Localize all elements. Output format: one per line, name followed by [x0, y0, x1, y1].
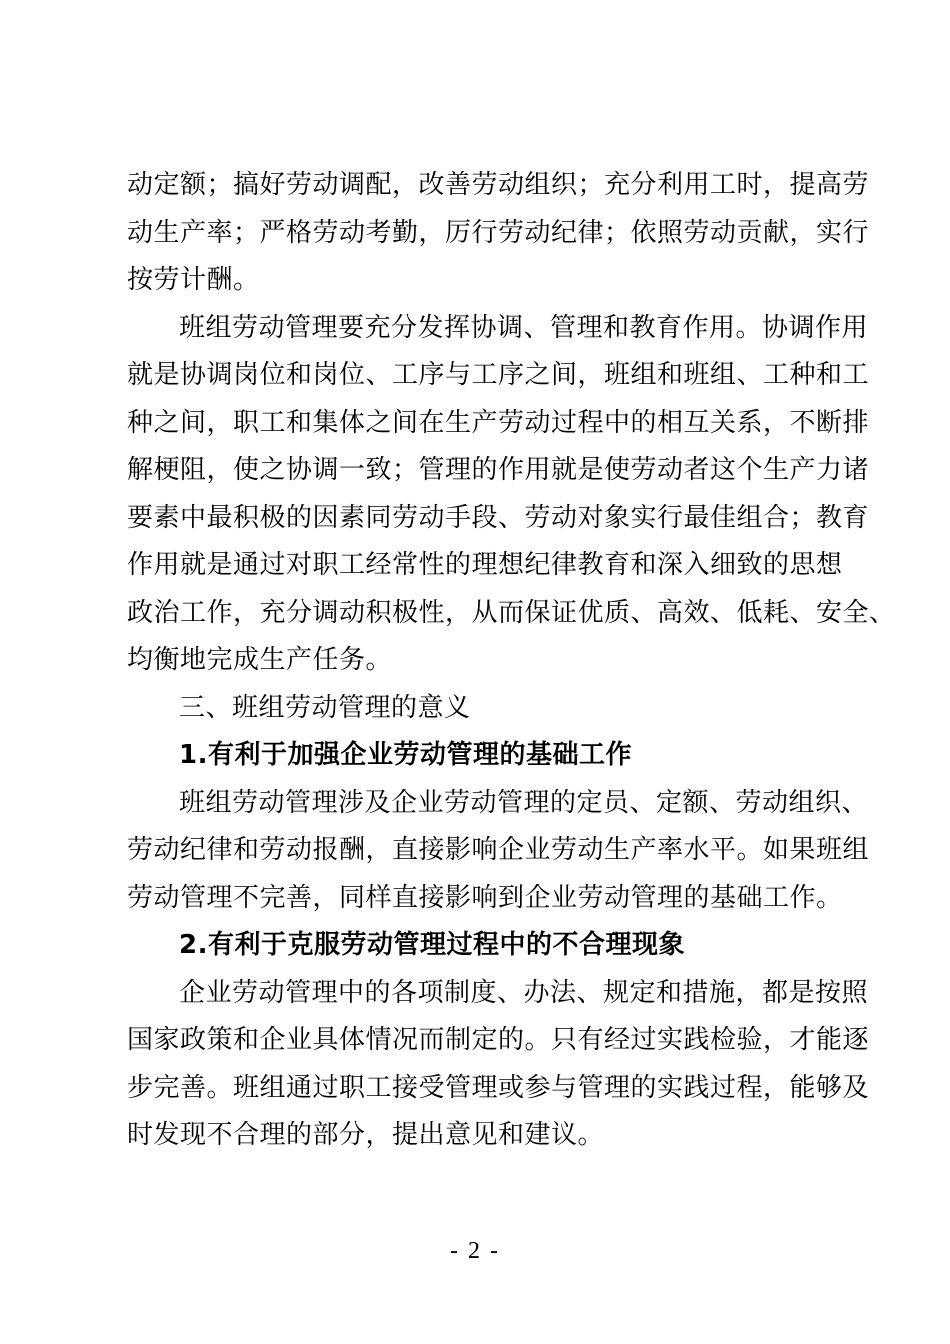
text-line: 动定额；搞好劳动调配，改善劳动组织；充分利用工时，提高劳: [127, 170, 870, 200]
text-line: 种之间，职工和集体之间在生产劳动过程中的相互关系，不断排: [127, 407, 870, 438]
text-line: 动生产率；严格劳动考勤，厉行劳动纪律；依照劳动贡献，实行: [127, 217, 870, 248]
text-line: 解梗阻，使之协调一致；管理的作用就是使劳动者这个生产力诸: [127, 455, 870, 485]
subsection-title: 2.有利于克服劳动管理过程中的不合理现象: [179, 930, 685, 960]
text-line: 劳动纪律和劳动报酬，直接影响企业劳动生产率水平。如果班组: [127, 835, 870, 865]
text-line: 班组劳动管理涉及企业劳动管理的定员、定额、劳动组织、: [179, 787, 869, 818]
paragraph-roles: [127, 305, 896, 685]
section-heading: 三、班组劳动管理的意义: [179, 692, 471, 723]
page-number: - 2 -: [450, 1238, 500, 1264]
text-line: 步完善。班组通过职工接受管理或参与管理的实践过程，能够及: [127, 1072, 870, 1103]
text-line: 国家政策和企业具体情况而制定的。只有经过实践检验，才能逐: [127, 1025, 870, 1055]
text-line: 按劳计酬。: [127, 265, 260, 295]
subsection-title: 1.有利于加强企业劳动管理的基础工作: [179, 740, 632, 770]
text-line: 班组劳动管理要充分发挥协调、管理和教育作用。协调作用: [179, 312, 869, 343]
document-body: [127, 162, 896, 1160]
text-line: 要素中最积极的因素同劳动手段、劳动对象实行最佳组合；教育: [127, 502, 870, 533]
text-line: 劳动管理不完善，同样直接影响到企业劳动管理的基础工作。: [127, 882, 843, 913]
text-line: 均衡地完成生产任务。: [127, 645, 393, 675]
text-line: 时发现不合理的部分，提出意见和建议。: [127, 1120, 605, 1150]
text-line: 作用就是通过对职工经常性的理想纪律教育和深入细致的思想: [127, 550, 843, 580]
text-line: 政治工作，充分调动积极性，从而保证优质、高效、低耗、安全、: [127, 597, 896, 628]
text-line: 就是协调岗位和岗位、工序与工序之间，班组和班组、工种和工: [127, 360, 870, 390]
paragraph-continuation: [127, 162, 870, 305]
text-line: 企业劳动管理中的各项制度、办法、规定和措施，都是按照: [179, 977, 869, 1008]
subsection-paragraph: [127, 780, 870, 923]
subsection-paragraph: [127, 970, 870, 1160]
